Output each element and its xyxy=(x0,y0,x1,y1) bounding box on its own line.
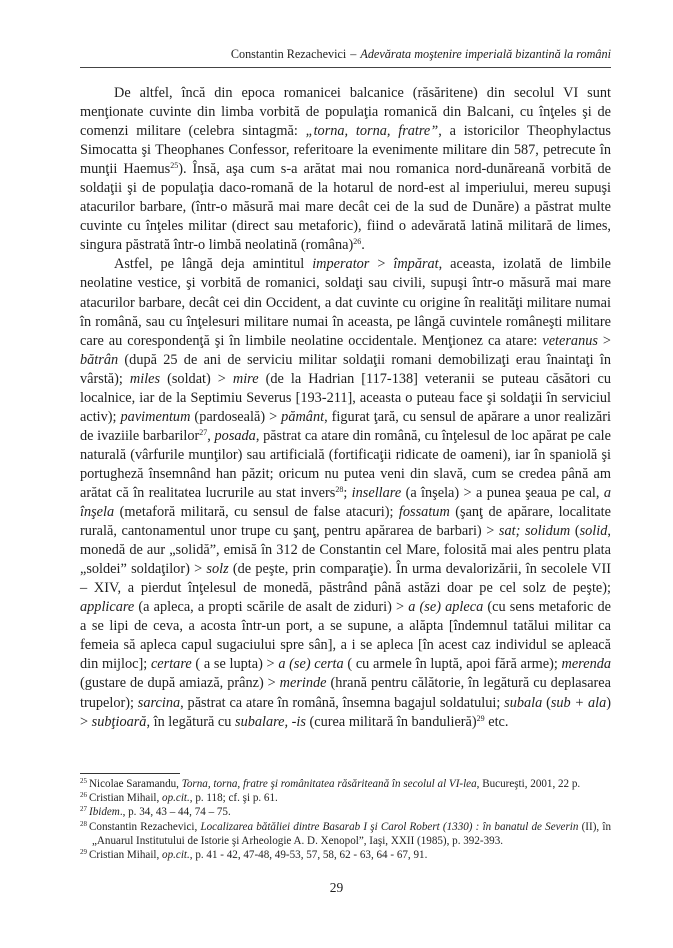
text-run: , păstrat ca atare în română, însemna bagajul soldatului; xyxy=(180,694,505,711)
italic-run: op.cit. xyxy=(162,792,190,805)
text-run: (cu sens metaforic de a se lipi de ceva, a acosta într-un port, a se supune, a alăpta [îndemnul tatălui militar ca femeia să apleca capul sugaciului spre sân], a i se apleca [în acest caz individul se apleacă din mijloc]; xyxy=(80,599,611,673)
header-author: Constantin Rezachevici xyxy=(230,47,347,61)
text-run: (metaforă militară, cu sensul de false atacuri); xyxy=(114,504,399,521)
running-header xyxy=(80,47,611,62)
italic-run: insellare xyxy=(351,484,402,501)
italic-run: „torna, torna, fratre” xyxy=(305,123,439,140)
footnote-ref: 28 xyxy=(335,484,344,494)
italic-run: sarcina xyxy=(137,694,181,711)
text-run: Cristian Mihail, xyxy=(89,792,163,805)
text-run: ; xyxy=(343,484,352,501)
text-run: (de la Hadrian [117-138] veteranii se puteau căsători cu localnice, iar de la Septimiu Severus [193-211], aceasta o puteau face şi soldaţii în serviciul activ); xyxy=(80,370,611,425)
italic-run: bătrân xyxy=(80,351,119,368)
text-run: De altfel, încă din epoca romanicei balcanice (răsăritene) din secolul VI sunt menţionate cuvinte din limba vorbită de populaţia romanică din Balcani, cu înţeles şi de comenzi militare (celebra sintagmă: xyxy=(80,85,611,140)
text-run: ( xyxy=(542,694,551,711)
italic-run: a înşela xyxy=(80,484,611,521)
text-run: (a înşela) > a punea şeaua pe cal, xyxy=(401,484,604,501)
text-run: (gustare de după amiază, prânz) > xyxy=(80,675,280,692)
text-run: etc. xyxy=(484,713,509,730)
italic-run: miles xyxy=(129,370,161,387)
italic-run: Ibidem xyxy=(89,806,120,819)
italic-run: subţioară xyxy=(91,713,147,730)
italic-run: a (se) certa xyxy=(278,656,344,673)
italic-run: Torna, torna, fratre şi românitatea răsăriteană în secolul al VI-lea xyxy=(181,778,477,790)
text-run: (pardoseală) > xyxy=(190,408,282,425)
text-run: ( a se lupta) > xyxy=(191,656,279,673)
text-run: Constantin Rezachevici, xyxy=(89,820,201,833)
text-run: , aceasta, izolată de limbile neolatine vestice, şi vorbită de romanici, soldaţi sau civili, supuşi într-o măsură mai mare atacurilor barbare, decât cei din Occident, a dat cuvinte cu origine în realităţi militare numai în română, sau cu înţelesuri militare numai în aceasta, pe lângă cuvintele româneşti militare care au corespondenţă şi în limbile neolatine occidentale. Menţionez ca atare: xyxy=(80,256,611,349)
italic-run: mire xyxy=(232,370,259,387)
text-run: ( cu armele în luptă, apoi fără arme); xyxy=(343,656,562,673)
italic-run: sat; solidum xyxy=(498,523,571,540)
text-run: , Bucureşti, 2001, 22 p. xyxy=(476,778,581,790)
footnote-separator xyxy=(80,773,180,774)
text-run: , xyxy=(207,427,215,444)
footnote-ref: 29 xyxy=(476,713,485,723)
text-run: (a apleca, a propti scările de asalt de ziduri) > xyxy=(134,599,409,616)
text-run: ( xyxy=(570,523,580,540)
footnote xyxy=(80,777,611,791)
text-run: (curea militară în bandulieră) xyxy=(305,713,477,730)
text-run: , în legătură cu xyxy=(146,713,235,730)
text-run: Cristian Mihail, xyxy=(89,849,163,862)
italic-run: subala xyxy=(504,694,543,711)
text-run: ). Însă, aşa cum s-a arătat mai nou romanica nord-dunăreană vorbită de soldaţii şi de populaţia daco-romană de la hotarul de nord-est al imperiului, mereu supuşi atacurilor barbare, (într-o măsură mai mare decât cei de la sud de Dunăre) a păstrat multe cuvinte cu înţeles militar (direct sau metaforic), fiind o adevărată latină militară de limes, singura păstrată într-o limbă neolatină (româna) xyxy=(80,161,611,254)
footnote-number: 25 xyxy=(80,777,87,785)
italic-run: împărat xyxy=(393,256,439,273)
footnote-number: 28 xyxy=(80,819,87,828)
body-paragraph xyxy=(80,84,611,255)
text-run: Astfel, pe lângă deja amintitul xyxy=(114,256,313,273)
text-run: > xyxy=(597,332,611,349)
text-run: (soldat) > xyxy=(160,370,233,387)
text-run: ) > xyxy=(80,694,611,730)
italic-run: subalare, -is xyxy=(235,713,306,730)
footnote-number: 26 xyxy=(80,791,87,800)
italic-run: Localizarea bătăliei dintre Basarab I şi Carol Robert (1330) : în banatul de Severin xyxy=(200,820,579,833)
italic-run: solz xyxy=(206,561,229,578)
italic-run: merenda xyxy=(561,656,612,673)
body-paragraph xyxy=(80,255,611,731)
text-run: > xyxy=(369,256,394,273)
text-run: , păstrat ca atare din română, cu înţelesul de loc apărat pe cale naturală (vârfurile munţilor) sau artificială (fortificaţii ridicate de oameni), iar în spaniolă şi portugheză însemnând han păzit; oricum nu putea veni din slavă, cum se credea până am arătat că în realitatea lucrurile au stat invers xyxy=(80,427,611,501)
text-run: , figurat ţară, cu sensul de apărare a unor realizări de ivaziile barbarilor xyxy=(80,408,611,444)
header-separator: – xyxy=(350,47,357,61)
italic-run: pământ xyxy=(281,408,325,425)
footnote xyxy=(80,805,611,819)
footnote-number: 27 xyxy=(80,805,87,814)
text-run: (şanţ de apărare, localitate rurală, cantonamentul unor trupe cu şanţ, pentru apărarea de barbari) > xyxy=(80,504,611,540)
header-rule xyxy=(80,67,611,68)
italic-run: merinde xyxy=(279,675,327,692)
italic-run: a (se) apleca xyxy=(408,599,484,616)
text-run: (II), în „Anuarul Institutului de Istorie şi Arheologie A. D. Xenopol”, Iaşi, XXII (1985), p. 392-393. xyxy=(92,820,611,847)
footnote-number: 29 xyxy=(80,848,87,857)
text-run: (de peşte, prin comparaţie). În urma devalorizării, în secolele VII – XIV, a pierdut înţelesul de monedă, păstrând până astăzi doar pe cel solz de peşte); xyxy=(80,561,611,597)
italic-run: fossatum xyxy=(398,504,450,521)
text-run: , monedă de aur „solidă”, emisă în 312 de Constantin cel Mare, folosită mai ales pentru plata „soldei” soldaţilor) > xyxy=(80,523,611,578)
text-run: , a istoricilor Theophylactus Simocatta şi Theophanes Confessor, referitoare la evenimente militare din 587, petrecute în munţii Haemus xyxy=(80,123,611,178)
italic-run: imperator xyxy=(312,256,370,273)
footnote xyxy=(80,848,611,862)
italic-run: applicare xyxy=(80,599,135,616)
italic-run: op.cit. xyxy=(162,849,190,862)
italic-run: solid xyxy=(579,523,608,540)
footnote-ref: 26 xyxy=(353,237,362,247)
text-run: , p. 41 - 42, 47-48, 49-53, 57, 58, 62 - 63, 64 - 67, 91. xyxy=(189,849,428,862)
text-run: (după 25 de ani de serviciu militar soldaţii romani demobilizaţi erau înaintaţi în vârstă); xyxy=(80,351,611,387)
header-title: Adevărata moştenire imperială bizantină la români xyxy=(360,47,611,61)
text-run: (hrană pentru călătorie, în legătură cu deplasarea trupelor); xyxy=(80,675,611,711)
italic-run: veteranus xyxy=(542,332,598,349)
footnotes xyxy=(80,777,611,862)
footnote-ref: 27 xyxy=(199,427,208,437)
page-number: 29 xyxy=(329,880,344,895)
text-run: ., p. 34, 43 – 44, 74 – 75. xyxy=(119,806,231,819)
italic-run: sub + ala xyxy=(550,694,607,711)
footnote xyxy=(80,820,611,848)
italic-run: pavimentum xyxy=(120,408,191,425)
text-run: Nicolae Saramandu, xyxy=(89,778,182,790)
text-run: , p. 118; cf. şi p. 61. xyxy=(189,792,278,805)
text-run: . xyxy=(361,237,365,254)
italic-run: certare xyxy=(150,656,192,673)
italic-run: posada xyxy=(214,427,256,444)
footnote xyxy=(80,791,611,805)
main-text xyxy=(80,84,611,732)
footnote-ref: 25 xyxy=(170,161,179,171)
